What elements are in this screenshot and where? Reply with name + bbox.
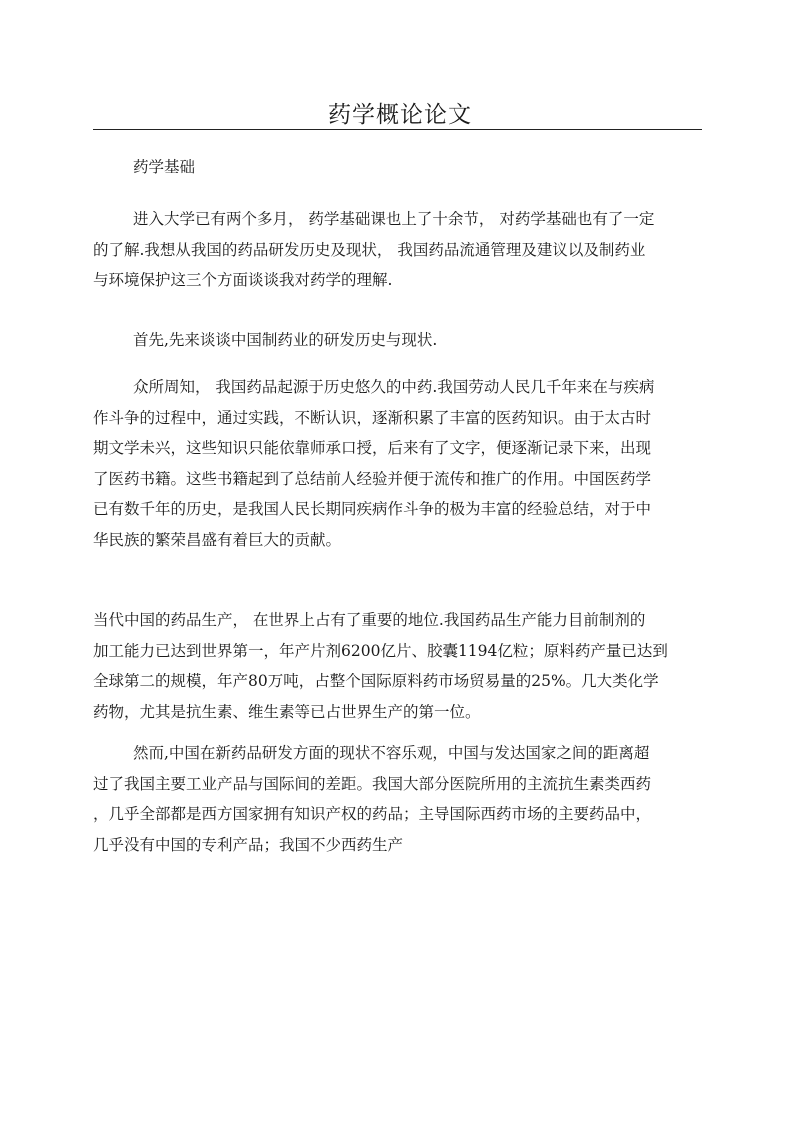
paragraph-line: 进入大学已有两个多月， 药学基础课也上了十余节， 对药学基础也有了一定 [133,210,655,228]
paragraph-line: 与环境保护这三个方面谈谈我对药学的理解. [93,271,393,289]
paragraph-line: 过了我国主要工业产品与国际间的差距。我国大部分医院所用的主流抗生素类西药 [93,774,652,793]
paragraph-line: 药物，尤其是抗生素、维生素等已占世界生产的第一位。 [93,702,481,721]
paragraph-line: 了医药书籍。这些书籍起到了总结前人经验并便于流传和推广的作用。中国医药学 [93,469,652,488]
document-title: 药学概论论文 [328,102,472,128]
paragraph-line: 几乎没有中国的专利产品；我国不少西药生产 [93,835,404,854]
paragraph-line: ，几乎全部都是西方国家拥有知识产权的药品；主导国际西药市场的主要药品中， [93,805,652,823]
paragraph-rd-status [93,738,702,860]
paragraph-line: 首先,先来谈谈中国制药业的研发历史与现状. [133,331,438,349]
paragraph-line: 的了解.我想从我国的药品研发历史及现状， 我国药品流通管理及建议以及制药业 [93,240,646,259]
paragraph-line: 当代中国的药品生产， 在世界上占有了重要的地位.我国药品生产能力目前制剂的 [93,611,646,629]
paragraph-line: 全球第二的规模，年产80万吨，占整个国际原料药市场贸易量的25%。几大类化学 [93,672,659,690]
paragraph-line: 加工能力已达到世界第一，年产片剂6200亿片、胶囊1194亿粒；原料药产量已达到 [93,641,668,660]
paragraph-intro [93,204,702,296]
section-subheading: 药学基础 [133,158,196,176]
title-underline [93,129,702,130]
paragraph-line: 作斗争的过程中，通过实践，不断认识，逐渐积累了丰富的医药知识。由于太古时 [93,408,652,427]
paragraph-line: 众所周知， 我国药品起源于历史悠久的中药.我国劳动人民几千年来在与疾病 [133,378,655,396]
paragraph-line: 华民族的繁荣昌盛有着巨大的贡献。 [93,530,342,549]
paragraph-first-topic [93,325,702,356]
paragraph-line: 期文学未兴，这些知识只能依靠师承口授，后来有了文字，便逐渐记录下来，出现 [93,439,652,457]
paragraph-production [93,605,702,727]
paragraph-history [93,372,702,555]
paragraph-line: 然而,中国在新药品研发方面的现状不容乐观，中国与发达国家之间的距离超 [133,744,650,762]
paragraph-line: 已有数千年的历史，是我国人民长期同疾病作斗争的极为丰富的经验总结，对于中 [93,500,652,518]
